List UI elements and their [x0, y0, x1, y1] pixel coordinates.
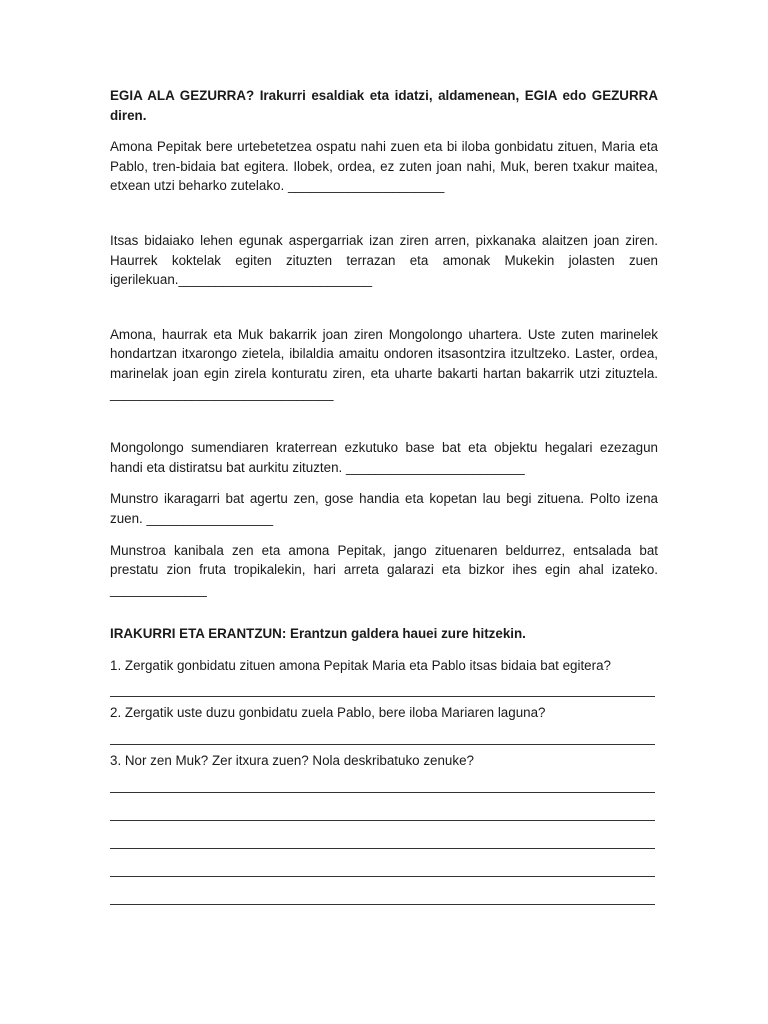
- question-2: 2. Zergatik uste duzu gonbidatu zuela Pablo, bere iloba Mariaren laguna?: [110, 705, 546, 721]
- answer-3-line-2[interactable]: [110, 799, 658, 827]
- statement-4-text: Mongolongo sumendiaren kraterrean ezkutuko base bat eta objektu hegalari ezezagun handi eta distiratsu bat aurkitu zituzten.: [110, 440, 658, 475]
- statement-2: [110, 231, 658, 290]
- question-1: 1. Zergatik gonbidatu zituen amona Pepitak Maria eta Pablo itsas bidaia bat egitera?: [110, 657, 611, 673]
- statement-2-blank[interactable]: __________________________: [178, 272, 373, 288]
- section1-title: EGIA ALA GEZURRA? Irakurri esaldiak eta idatzi, aldamenean, EGIA edo GEZURRA diren.: [110, 88, 658, 123]
- statement-4-blank[interactable]: ________________________: [345, 459, 525, 475]
- statement-3: [110, 325, 658, 403]
- answer-3-line-1[interactable]: [110, 771, 658, 799]
- answer-2-line-1[interactable]: [110, 723, 658, 751]
- answer-3-line-4[interactable]: [110, 855, 658, 883]
- statement-5-blank[interactable]: _________________: [146, 510, 274, 526]
- statement-6: [110, 541, 658, 600]
- section2-title: IRAKURRI ETA ERANTZUN: Erantzun galdera hauei zure hitzekin.: [110, 626, 526, 642]
- worksheet-page: [110, 86, 658, 911]
- statement-1: [110, 137, 658, 196]
- statement-1-text: Amona Pepitak bere urtebetetzea ospatu nahi zuen eta bi iloba gonbidatu zituen, Maria eta Pablo, tren-bidaia bat egitera. Ilobek, ordea, ez zuten joan nahi, Muk, beren txakur maitea, etxean utzi beharko zutelako.: [110, 139, 658, 194]
- statement-3-blank[interactable]: ______________________________: [110, 385, 334, 401]
- question-3: 3. Nor zen Muk? Zer itxura zuen? Nola deskribatuko zenuke?: [110, 753, 474, 769]
- statement-6-blank[interactable]: _____________: [110, 581, 207, 597]
- answer-3-line-5[interactable]: [110, 883, 658, 911]
- answer-3-line-3[interactable]: [110, 827, 658, 855]
- statement-1-blank[interactable]: _____________________: [287, 178, 445, 194]
- statement-3-text: Amona, haurrak eta Muk bakarrik joan ziren Mongolongo uhartera. Uste zuten marinelek hondartzan itxarongo zietela, ibilaldia amaitu ondoren itsasontzira itzultzeko. Laster, ordea, marinelak joan egin zirela konturatu ziren, eta uharte bakarti hartan bakarrik utzi zituztela.: [110, 326, 658, 381]
- statement-5-text: Munstro ikaragarri bat agertu zen, gose handia eta kopetan lau begi zituena. Polto izena zuen.: [110, 491, 658, 526]
- statement-4: [110, 438, 658, 477]
- statement-6-text: Munstroa kanibala zen eta amona Pepitak, jango zituenaren beldurrez, entsalada bat prestatu zion fruta tropikalekin, hari arreta galarazi eta bizkor ihes egin ahal izateko.: [110, 542, 658, 578]
- statement-5: [110, 489, 658, 528]
- statement-2-text: Itsas bidaiako lehen egunak aspergarriak izan ziren arren, pixkanaka alaitzen joan ziren. Haurrek koktelak egiten zituzten terrazan eta amonak Mukekin jolasten zuen igerilekuan.: [110, 232, 658, 288]
- answer-1-line-1[interactable]: [110, 675, 658, 703]
